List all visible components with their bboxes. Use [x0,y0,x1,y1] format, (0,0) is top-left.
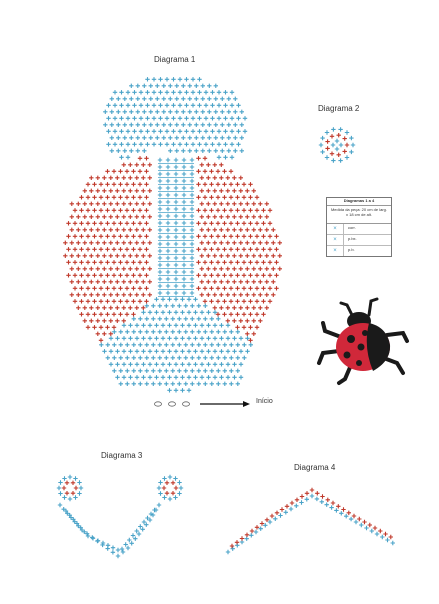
legend-row [327,235,391,246]
start-arrow [200,401,250,407]
diagram-4 [226,488,395,554]
diagram-3-title: Diagrama 3 [101,451,143,460]
stitch-symbol-icon: × [327,235,344,245]
start-label: Início [256,398,273,405]
diagram-4-title: Diagrama 4 [294,463,336,472]
legend-title: Diagramas 1 a 4 [327,198,391,206]
legend-row [327,224,391,235]
legend-row [327,246,391,256]
diagram-2-title: Diagrama 2 [318,104,360,113]
diagram-1-title: Diagrama 1 [154,55,196,64]
diagram-1-wings [63,156,282,342]
diagram-1-head [103,77,247,159]
diagram-3 [57,475,183,558]
stitch-symbol-icon: × [327,224,344,234]
legend-row-label: corr. [348,225,356,231]
start-chain [155,402,190,406]
legend-row-label: p.bx. [348,236,357,242]
legend-box [326,197,392,257]
ladybug-illustration [319,299,407,383]
legend-note: Medida da peça: 20 cm de larg. x 18 cm de alt. [327,206,391,224]
diagram-2 [319,127,355,163]
stitch-symbol-icon: × [327,246,344,256]
legend-row-label: p.b. [348,247,355,253]
